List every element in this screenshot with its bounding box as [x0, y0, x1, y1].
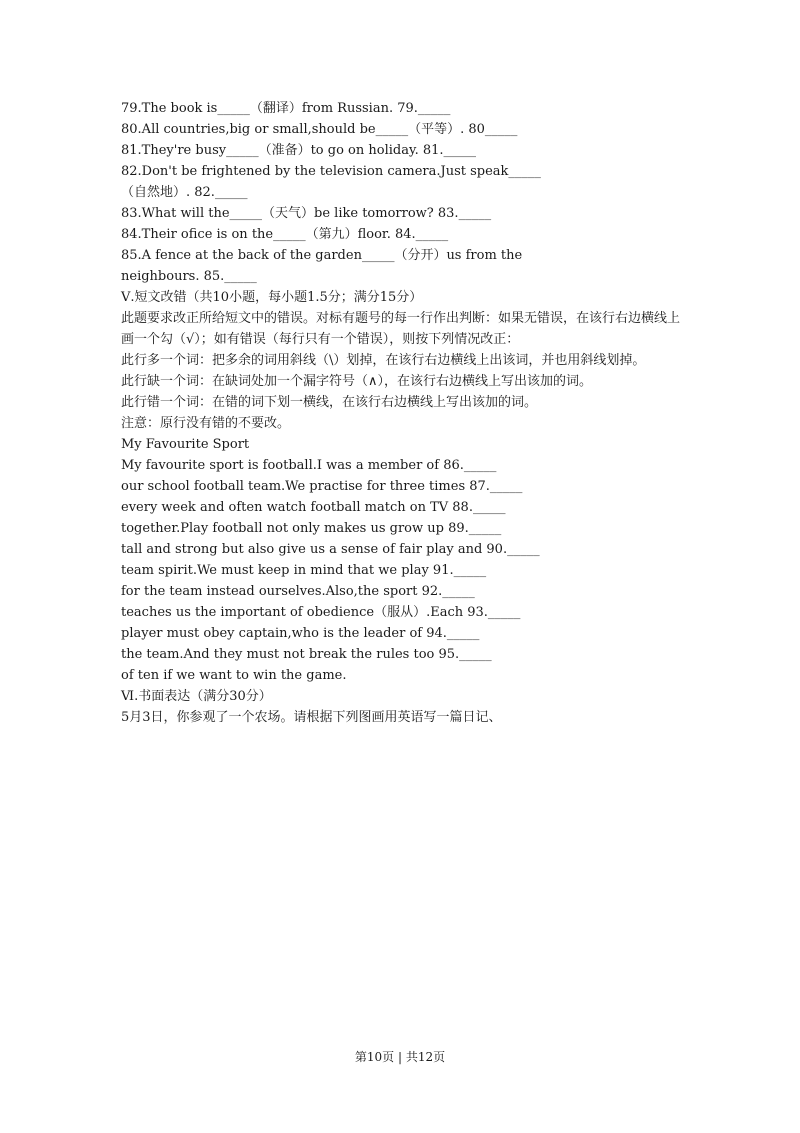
question-line: 79.The book is_____（翻译）from Russian. 79._____ [121, 101, 451, 116]
passage-lines [121, 455, 681, 686]
passage-line: team spirit.We must keep in mind that we play 91._____ [121, 563, 487, 578]
passage-line: tall and strong but also give us a sense of fair play and 90._____ [121, 542, 540, 557]
question-line: 81.They're busy_____（准备）to go on holiday. 81._____ [121, 143, 477, 158]
question-line: 84.Their ofice is on the_____（第九）floor. 84._____ [121, 227, 449, 242]
passage-line: player must obey captain,who is the leader of 94._____ [121, 626, 480, 641]
passage-line: every week and often watch football match on TV 88._____ [121, 500, 506, 515]
section-6-prompt: 5月3日，你参观了一个农场。请根据下列图画用英语写一篇日记、 [121, 710, 502, 725]
passage-line: our school football team.We practise for three times 87._____ [121, 479, 523, 494]
question-line: neighbours. 85._____ [121, 269, 257, 284]
page-footer: 第10页 | 共12页 [354, 1050, 446, 1064]
question-line: 85.A fence at the back of the garden_____（分开）us from the [121, 248, 523, 263]
section-5-instruction: 此题要求改正所给短文中的错误。对标有题号的每一行作出判断：如果无错误，在该行右边横线上画一个勾（√）；如有错误（每行只有一个错误），则按下列情况改正： [121, 311, 681, 347]
fill-in-questions [121, 98, 681, 287]
passage-title: My Favourite Sport [121, 437, 250, 452]
passage-line: of ten if we want to win the game. [121, 668, 347, 683]
passage-line: together.Play football not only makes us grow up 89._____ [121, 521, 502, 536]
question-line: （自然地）. 82._____ [121, 185, 248, 200]
section-5-heading: Ⅴ.短文改错（共10小题，每小题1.5分；满分15分） [121, 290, 423, 305]
passage-line: for the team instead ourselves.Also,the sport 92._____ [121, 584, 475, 599]
passage-line: My favourite sport is football.I was a member of 86._____ [121, 458, 497, 473]
question-line: 82.Don't be frightened by the television camera.Just speak_____ [121, 164, 541, 179]
document-body [121, 98, 681, 728]
section-5-note: 注意：原行没有错的不要改。 [121, 416, 291, 431]
question-line: 80.All countries,big or small,should be_____（平等）. 80_____ [121, 122, 518, 137]
passage-line: teaches us the important of obedience（服从）.Each 93._____ [121, 605, 521, 620]
section-5-instruction-missing-word: 此行缺一个词：在缺词处加一个漏字符号（∧），在该行右边横线上写出该加的词。 [121, 374, 593, 389]
section-5-instruction-extra-word: 此行多一个词：把多余的词用斜线（\）划掉，在该行右边横线上出该词，并也用斜线划掉。 [121, 353, 646, 368]
section-6-heading: Ⅵ.书面表达（满分30分） [121, 689, 272, 704]
question-line: 83.What will the_____（天气）be like tomorrow? 83._____ [121, 206, 492, 221]
passage-line: the team.And they must not break the rules too 95._____ [121, 647, 492, 662]
section-5-instruction-wrong-word: 此行错一个词：在错的词下划一横线，在该行右边横线上写出该加的词。 [121, 395, 538, 410]
